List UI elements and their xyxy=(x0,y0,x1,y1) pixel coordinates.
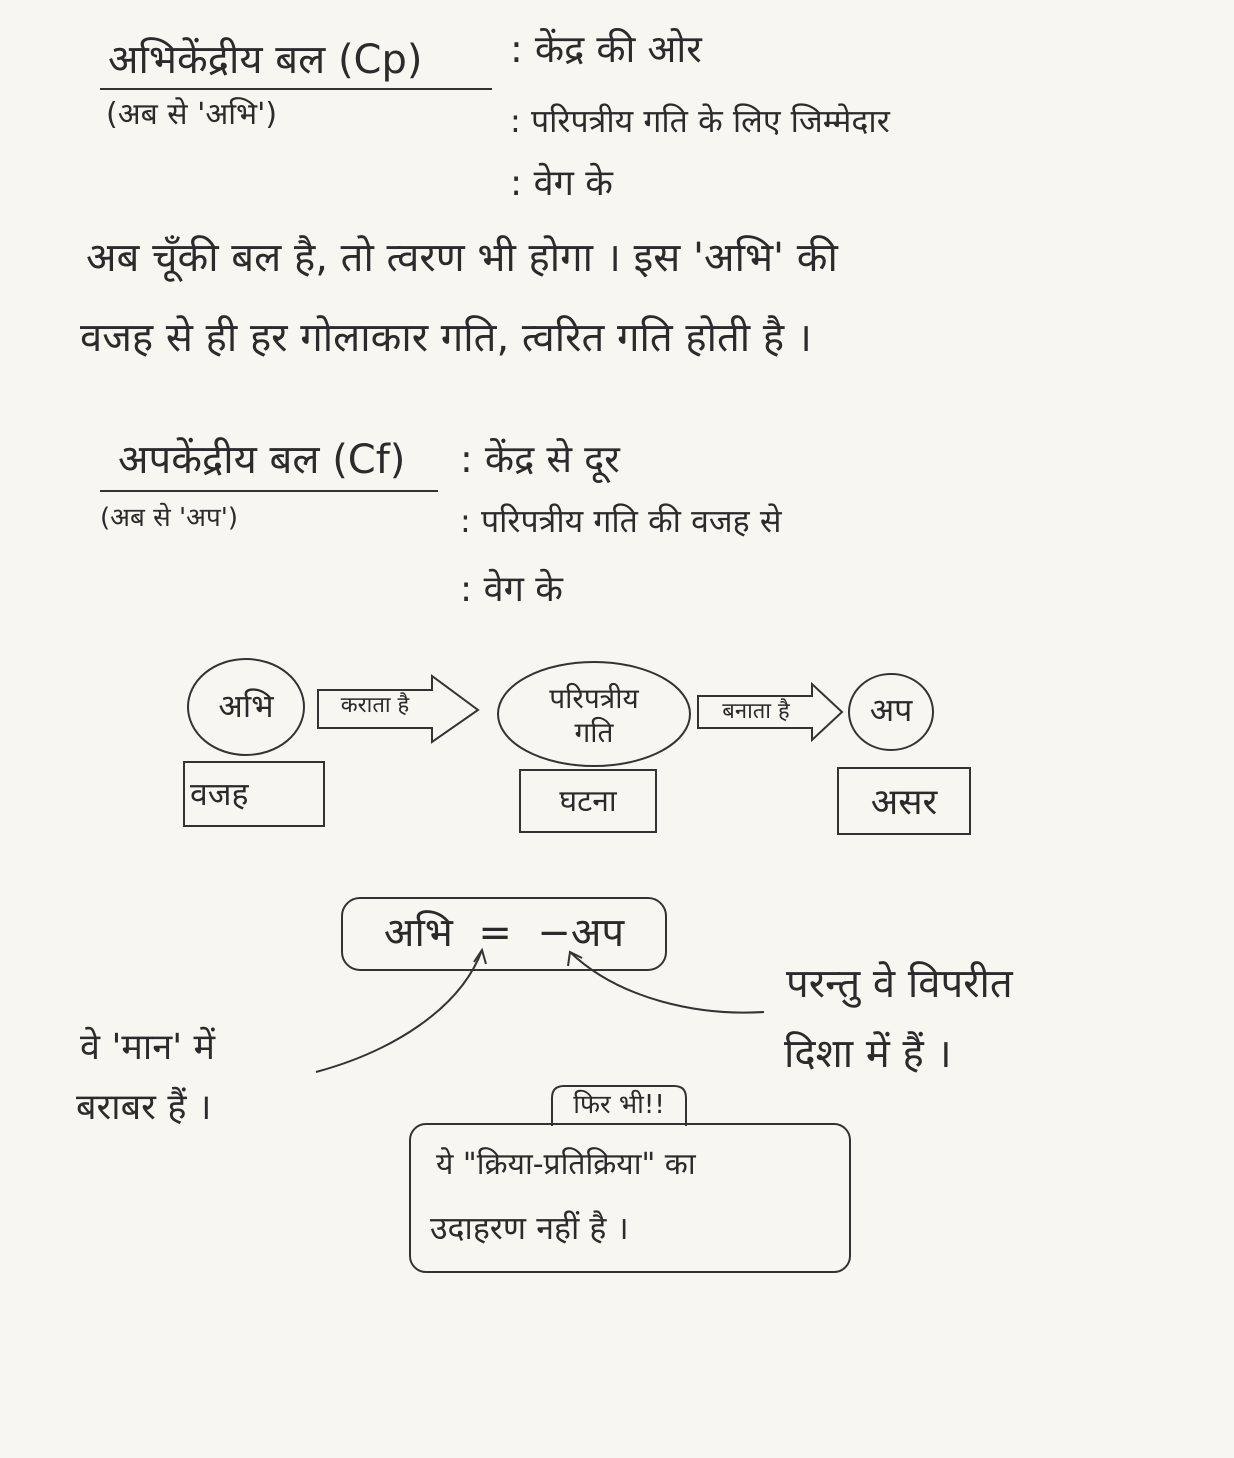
section1-heading: अभिकेंद्रीय बल (Cp) xyxy=(108,37,423,83)
section1-point-2: : परिपत्रीय गति के लिए जिम्मेदार xyxy=(510,102,890,140)
section1-point-1: : केंद्र की ओर xyxy=(510,27,702,71)
section2-point-3: : वेग के xyxy=(460,569,563,610)
label3-text: असर xyxy=(870,782,938,823)
right-note-line-2: दिशा में हैं । xyxy=(784,1031,952,1077)
section2-heading: अपकेंद्रीय बल (Cf) xyxy=(118,437,406,483)
section2-point-2: : परिपत्रीय गति की वजह से xyxy=(460,502,782,540)
arrow2-label: बनाता है xyxy=(722,699,790,724)
callout-tab-label: फिर भी!! xyxy=(573,1090,665,1120)
callout-line-1: ये "क्रिया-प्रतिक्रिया" का xyxy=(436,1147,696,1182)
node2-label-line2: गति xyxy=(574,716,614,749)
equation-text: अभि = −अप xyxy=(383,910,625,956)
paragraph-line-1: अब चूँकी बल है, तो त्वरण भी होगा । इस 'अभि' की xyxy=(86,235,838,281)
left-note-arrow xyxy=(316,950,482,1072)
left-note-line-1: वे 'मान' में xyxy=(80,1027,216,1068)
right-note-arrow xyxy=(570,952,764,1013)
section2-sub: (अब से 'अप') xyxy=(100,503,239,533)
section1-point-3: : वेग के xyxy=(510,163,613,204)
node1-label: अभि xyxy=(218,687,274,725)
paragraph-line-2: वजह से ही हर गोलाकार गति, त्वरित गति होती है । xyxy=(80,315,812,361)
section1-sub: (अब से 'अभि') xyxy=(106,97,278,132)
label2-text: घटना xyxy=(559,784,617,819)
node2-label-line1: परिपत्रीय xyxy=(549,682,639,715)
section2-point-1: : केंद्र से दूर xyxy=(460,437,620,481)
left-note-line-2: बराबर हैं । xyxy=(76,1087,212,1128)
arrow1-label: कराता है xyxy=(340,693,410,718)
callout-line-2: उदाहरण नहीं है । xyxy=(430,1209,629,1247)
right-note-line-1: परन्तु वे विपरीत xyxy=(786,961,1013,1007)
node3-label: अप xyxy=(869,691,913,729)
label1-text: वजह xyxy=(190,775,249,813)
